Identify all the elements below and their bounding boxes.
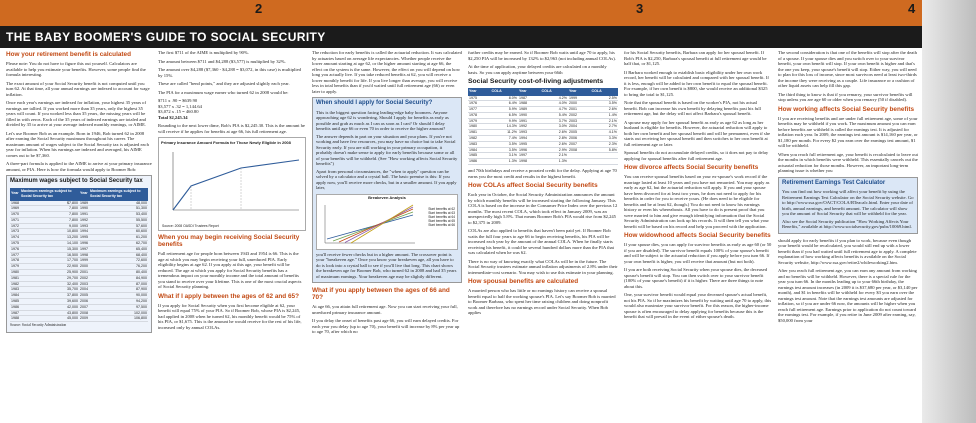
table-cell: 7.4%: [491, 136, 518, 142]
table-cell: 87,000: [89, 281, 148, 287]
table-cell: 1.4%: [590, 112, 618, 118]
table-cell: 80,400: [89, 270, 148, 276]
chart-title: Breakeven Analysis: [368, 194, 406, 200]
paragraph: The PIA for a maximum wage earner who turned 62 in 2008 would be:: [158, 89, 289, 95]
legend-item: Start benefits at 62: [428, 206, 455, 211]
table-cell: 97,500: [89, 304, 148, 310]
column-2: [158, 50, 306, 422]
paragraph: Rounding to the next lower dime, Bob's PIA is $2,245.30. This is the amount he will receive if he applies for benefits at age 66, his full retirement age.: [158, 123, 305, 134]
table-cell: 2004: [80, 287, 88, 292]
section-heading: How your retirement benefit is calculated: [6, 51, 132, 58]
box-title: When should I apply for Social Security?: [316, 100, 433, 106]
table-cell: 1971: [11, 217, 19, 222]
table-cell: 2005: [80, 293, 88, 298]
table-header: Maximum earnings subject to Social Security tax: [20, 188, 79, 201]
paragraph: should apply for early benefits if you plan to work, because even though your benefit would be recalculated, you would still end up with a lower benefit than if you had waited until full retirement age to apply. A complete explanation of how working affects benefits is available on the Social Security website, http://www.ssa.gov/retire2/whileworking2.htm.: [778, 237, 917, 265]
table-cell: 45,000: [20, 316, 79, 322]
paragraph: You can receive spousal benefits based on your ex-spouse's work record if the marriage lasted at least 10 years and you have not remarried. You may apply as early as age 62, but the actuarial reduction will apply. If you and your spouse have been divorced for at least two years, he does not need to apply for his benefits in order for you to receive yours. (He does need to be eligible for benefits and be at least 62, though.) You do not need to know his earnings history or even his whereabouts. All you have to do is present proof that you were married to him and give enough identifying information that the Social Security Administration can look up his records. It will then tell you what your benefit will be based on his record and help you proceed with the application.: [624, 174, 770, 229]
paragraph: Please note: You do not have to figure this out yourself. Calculators are available to help you estimate your benefits. However, some people find the formula interesting.: [6, 61, 146, 77]
paragraph: The exact amount of your Social Security benefit is not computed until you turn 62. At that time, all your annual earnings are indexed to account for wage inflation.: [6, 80, 150, 97]
section-heading: Social Security cost-of-living adjustments: [468, 78, 604, 85]
table-cell: 1995: [518, 141, 541, 147]
page-number: 3: [636, 1, 644, 16]
paragraph: If you apply for Social Security when you first become eligible at 62, your benefit will equal 75% of your PIA. So if Boomer Bob, whose PIA is $2,245, had applied in 2008 when he turned 62, his monthly benefit would be 75% of his PIA, or $1,675. This is the amount he would receive for the rest of his life, increased only by annual COLAs.: [158, 302, 302, 330]
table-cell: 1973: [11, 229, 19, 234]
table-cell: 25,900: [20, 270, 79, 276]
column-1: [6, 50, 152, 422]
table-cell: 7,800: [20, 206, 79, 212]
table-cell: 1969: [11, 206, 19, 211]
table-cell: [568, 159, 591, 165]
table-cell: 61,200: [89, 235, 148, 241]
paragraph: There is no way of knowing exactly what COLAs will be in the future. The Social Security trustees estimate annual inflation adjustments of 2.8% under their intermediate-cost scenario. You may wish to use this estimate in your planning.: [468, 258, 618, 275]
table-cell: 87,900: [89, 287, 148, 293]
table-cell: 1992: [80, 217, 88, 222]
table-cell: 42,000: [20, 304, 79, 310]
chart-legend: [428, 207, 455, 227]
paragraph: further credits may be earned. So if Boomer Bob waits until age 70 to apply, his $2,250 PIA will be increased by 132% to $2,963 (not including annual COLAs).: [468, 50, 616, 61]
table-cell: 3.3%: [590, 136, 618, 142]
table-cell: 1993: [80, 223, 88, 228]
table-cell: 3.7%: [541, 118, 568, 124]
max-wages-box: [6, 175, 152, 333]
paragraph: One, your survivor benefit would equal your deceased spouse's actual benefit, not his PIA. So if he maximizes his benefit by waiting until age 70 to apply, this would also maximize your survivor benefit. For this reason, the higher-income spouse is often encouraged to delay applying for benefits because this is the benefit that will prevail in the event of either spouse's death.: [624, 292, 772, 319]
box-paragraph: you'll receive fewer checks but in a higher amount. The crossover point is your "breakeven age." Once you know your breakeven age, all you have to do is look into a crystal ball to see if you'll live that long. This chart shows the breakeven age for Boomer Bob, who turned 62 in 2008 and had 35 years of maximum earnings. Your breakeven age may be slightly different.: [316, 251, 457, 279]
table-cell: 1981: [11, 275, 19, 280]
table-cell: 1978: [468, 112, 491, 118]
table-cell: 2008: [568, 147, 591, 153]
paragraph: Each year in October, the Social Security Administration announces the amount by which monthly benefits will be increased starting the following January. This COLA is based on the increase in the Consumer Price Index over the previous 12 months. The most recent COLA, which took effect in January 2009, was an unexpectedly high 5.8%. That means Boomer Bob's PIA would rise from $2,245 to $2,375 in 2009.: [468, 192, 618, 225]
table-cell: 3.1%: [491, 153, 518, 159]
table-cell: 1984: [11, 293, 19, 298]
earnings-test-sidebar: [778, 177, 918, 234]
table-cell: 13,200: [20, 235, 79, 241]
table-header: Year: [10, 188, 20, 201]
table-cell: 1990: [518, 112, 541, 118]
table-cell: 1976: [468, 101, 491, 107]
table-header: Year: [468, 88, 491, 96]
cola-table: [468, 88, 618, 165]
table-cell: 1978: [11, 258, 19, 263]
table-cell: 51,300: [89, 206, 148, 212]
legend-item: Start benefits at 66: [428, 222, 455, 227]
table-cell: 1968: [11, 200, 19, 205]
box-paragraph: Also see the Social Security publication "How Working Affects Your Benefits," available at http://www.socialsecurity.gov/pubs/10069.html.: [782, 218, 912, 229]
table-cell: 43,800: [20, 310, 79, 316]
table-cell: 16,500: [20, 252, 79, 258]
paragraph: A married person who has little or no earnings history can receive a spousal benefit equal to half the working spouse's PIA. Let's say Boomer Bob is married to Boomer Barbara, who spent her time raising children and doing nonprofit work and therefore has no earnings record under Social Security. When Bob applies: [468, 288, 616, 316]
paragraph: If you are both receiving Social Security when your spouse dies, the deceased spouse's benefit will stop. You can then switch over to your survivor benefit (100% of your spouse's benefit) if it is higher. There are three things to note about this.: [624, 267, 767, 289]
table-cell: 2002: [568, 112, 591, 118]
breakeven-lines: [319, 203, 417, 247]
table-cell: 1981: [468, 130, 491, 136]
max-wages-table: [10, 188, 148, 323]
paragraph: A spouse may apply for her spousal benefit as early as age 62 as long as her husband is eligible for benefits. However, the actuarial reduction will apply to both her own benefit and her spousal benefit and will be permanent, even if she starts out receiving her spousal benefit and then switches to her own benefit at full retirement age or later.: [624, 119, 771, 147]
column-4: [468, 50, 618, 422]
table-cell: 39,600: [20, 299, 79, 305]
top-orange-bar: [0, 0, 976, 26]
banner-title: THE BABY BOOMER'S GUIDE TO SOCIAL SECURITY: [6, 30, 326, 44]
table-cell: 29,700: [20, 275, 79, 281]
pia-calculation: [158, 98, 306, 120]
paragraph: If you delay the onset of benefits past age 66, you will earn delayed credits. For each year you delay (up to age 70), your benefit will increase by 8% per year up to age 70, after which no: [312, 318, 460, 334]
table-row: [468, 159, 618, 165]
table-cell: 1998: [80, 252, 88, 257]
section-heading: When you may begin receiving Social Security benefits: [158, 234, 300, 248]
table-row: [10, 316, 148, 322]
table-cell: 2.6%: [590, 107, 618, 113]
table-cell: 106,800: [89, 316, 148, 322]
paragraph: The first $711 of the AIME is multiplied by 90%.: [158, 50, 249, 55]
legend-item: Start benefits at 65: [428, 218, 455, 223]
calc-line: Total $2,245.34: [158, 114, 188, 120]
table-cell: 2001: [80, 270, 88, 275]
table-cell: 7,800: [20, 217, 79, 223]
table-cell: 3.5%: [491, 141, 518, 147]
table-cell: 62,700: [89, 241, 148, 247]
table-cell: 35,700: [20, 287, 79, 293]
section-heading: What if you apply between the ages of 66 and 70?: [312, 287, 450, 301]
table-cell: 22,900: [20, 264, 79, 270]
table-cell: 1977: [468, 107, 491, 113]
table-cell: 1982: [468, 136, 491, 142]
table-cell: 4.2%: [541, 96, 568, 101]
table-cell: 48,000: [89, 201, 148, 206]
table-cell: 2003: [568, 118, 591, 124]
legend-item: Start benefits at 63: [428, 210, 455, 215]
column-6: [778, 50, 918, 422]
table-cell: [590, 159, 618, 165]
table-header: Year: [568, 88, 591, 96]
paragraph: The reduction for early benefits is called the actuarial reduction. It was calculated by actuaries based on average life expectancies. Whether people receive the lower amount starting at age 62, or the higher amount starting at age 66, the effect on the system is the same. However, the effect on you will depend on how long you actually live. If you take reduced benefits at 62, you will receive a lower monthly benefit for life. If you live longer than average, you will receive less in total benefits than if you'd waited until full retirement age (66) or even later to apply.: [312, 50, 462, 94]
table-cell: 2.7%: [590, 124, 618, 130]
paragraph: These are called "bend points," and they are adjusted slightly each year.: [158, 81, 290, 86]
table-cell: 1985: [11, 299, 19, 304]
table-cell: 2.3%: [590, 141, 618, 147]
column-5: [624, 50, 772, 422]
table-cell: 1996: [518, 147, 541, 153]
table-cell: 1993: [518, 130, 541, 136]
table-cell: 1980: [468, 124, 491, 130]
paragraph: If your spouse dies, you can apply for survivor benefits as early as age 60 (or 50 if you are disabled). The survivor benefit equals 100% of your spouse's benefit and will be subject to the actuarial reduction if you apply before you turn 66. If your own benefit is higher, you will receive that amount (but not both).: [624, 242, 772, 264]
table-cell: 1991: [518, 118, 541, 124]
column-3: [312, 50, 462, 422]
table-cell: 1990: [80, 206, 88, 211]
table-cell: 65,400: [89, 246, 148, 252]
table-cell: 2.1%: [541, 153, 568, 159]
table-header: Year: [518, 88, 541, 96]
table-cell: 3.5%: [590, 101, 618, 107]
table-cell: 4.0%: [541, 101, 568, 107]
table-cell: 5.4%: [541, 112, 568, 118]
calc-line: $3,577 x .32 = 1,144.64: [158, 103, 202, 109]
table-cell: 1974: [11, 235, 19, 240]
box-paragraph: Apart from personal circumstances, the "when to apply" question can be solved by a calculator and a crystal ball. The basic premise is this: If you apply now, you'll receive more checks, but in a smaller amount. If you apply later,: [316, 168, 457, 190]
page-curl-edge: [922, 0, 976, 423]
chart-source: Source: 2008 OASDI Trustees Report: [162, 223, 219, 228]
section-heading: How working affects Social Security benefits: [778, 105, 915, 113]
paragraph: If Barbara worked enough to establish basic eligibility under her own work record, her benefit will be calculated and compared with her spousal benefit. If it is less, enough will be added to her own benefit to equal the spousal benefit. For example, if her own benefit is $800, she would receive an additional $325 to bring the total to $1,125.: [624, 69, 769, 97]
table-source: Source: Social Security Administration: [10, 323, 67, 328]
table-cell: 2007: [80, 304, 88, 309]
table-cell: 2005: [568, 130, 591, 136]
table-cell: 10,800: [20, 229, 79, 235]
paragraph: The second consideration is that one of the benefits will stop after the death of a spouse. If your spouse dies and you switch over to your survivor benefit, your own benefit will stop. If your own benefit is higher and that's the one you keep, your spouse's benefit will stop. Either way, you will need to plan for this loss of income, since most survivors need at least two-thirds the income they were receiving as a couple. Life insurance or a cushion of other liquid assets can help fill this gap.: [778, 50, 917, 88]
paragraph: A three-part formula is applied to the AIME to arrive at your primary insurance amount, or PIA. Here is how the formula would apply to Boomer Bob:: [6, 161, 152, 172]
table-cell: 2002: [80, 275, 88, 280]
table-cell: 1997: [518, 153, 541, 159]
table-cell: $7,800: [20, 201, 79, 206]
table-cell: 1.3%: [491, 159, 518, 165]
table-cell: 5.8%: [590, 147, 618, 153]
table-cell: 1979: [468, 118, 491, 124]
table-header: Year: [79, 188, 89, 201]
table-cell: 1988: [518, 101, 541, 107]
legend-item: Start benefits at 64: [428, 214, 455, 219]
table-cell: 8.0%: [491, 96, 518, 101]
table-cell: 1972: [11, 223, 19, 228]
table-cell: 53,400: [89, 212, 148, 218]
table-cell: 37,800: [20, 293, 79, 299]
table-header: Maximum earnings subject to Social Security tax: [89, 188, 148, 201]
table-cell: 1991: [80, 212, 88, 217]
table-cell: 1987: [11, 310, 19, 315]
table-cell: 3.5%: [491, 147, 518, 153]
paragraph: Let's use Boomer Bob as an example. Born in 1946, Bob turned 62 in 2008 after earning the Social Security maximum throughout his career. The maximum amount of wages subject to the Social Security tax is adjusted each year for inflation. When his earnings are indexed and averaged, his AIME comes out to be $7,360.: [6, 130, 149, 158]
table-header: COLA: [541, 88, 568, 96]
table-cell: 90,000: [89, 293, 148, 299]
table-cell: 1998: [518, 159, 541, 165]
table-cell: 2.6%: [541, 141, 568, 147]
paragraph: At age 66, you attain full retirement age. Now you can start receiving your full, unreduced primary insurance amount.: [312, 304, 458, 315]
table-cell: 60,600: [89, 229, 148, 235]
table-cell: 57,600: [89, 223, 148, 229]
table-cell: 1999: [568, 96, 591, 101]
table-cell: 1986: [11, 304, 19, 309]
table-cell: 14,100: [20, 241, 79, 247]
calc-line: $711 x .90 = $639.90: [158, 98, 198, 103]
section-heading: How COLAs affect Social Security benefits: [468, 182, 598, 190]
table-cell: 2000: [80, 264, 88, 269]
table-cell: 94,200: [89, 299, 148, 305]
table-cell: 11.2%: [491, 130, 518, 136]
box-paragraph: You can find out how working will affect your benefit by using the Retirement Earnings Test Calculator on the Social Security website. Go to http://www.ssa.gov/OACT/COLA/RTeacalc.html. Enter your date of birth, annual earnings, and benefit amount. The calculator will show you the amount of Social Security that will be withheld for the year.: [782, 189, 914, 216]
table-cell: 1992: [518, 124, 541, 130]
table-header: COLA: [590, 88, 618, 96]
paragraph: The third thing to know is that if you remarry, your survivor benefits will stop unless you are age 60 or older when you remarry (50 if disabled).: [778, 91, 913, 102]
table-cell: 1982: [11, 281, 19, 286]
page-number: 2: [255, 1, 263, 16]
table-cell: 84,900: [89, 275, 148, 281]
table-cell: 2006: [568, 136, 591, 142]
table-cell: 3.0%: [541, 124, 568, 130]
table-cell: 55,500: [89, 217, 148, 223]
paragraph: The amount between $711 and $4,288 ($3,577) is multiplied by 32%.: [158, 58, 286, 64]
table-cell: 2003: [80, 281, 88, 286]
paragraph: Once each year's earnings are indexed for inflation, your highest 35 years of earnings are tallied. If you worked more than 35 years, only the highest 35 years will count. If you worked less than 35 years, the missing years will be filled in with zeros. Each of the 35 years of indexed earnings are totaled and divided by 35 to arrive at your average indexed monthly earnings, or AIME.: [6, 100, 147, 127]
paragraph: If you are receiving benefits and are under full retirement age, some of your benefits may be withheld if you work. The maximum amount you can earn before benefits are withheld is called the earnings test. It is adjusted for inflation each year. In 2009, the earnings test amount is $14,160 per year, or $1,180 per month. For every $2 you earn over the earnings test amount, $1 will be withheld.: [778, 115, 918, 148]
table-cell: 2004: [568, 124, 591, 130]
table-cell: 7,800: [20, 212, 79, 218]
pia-formula-chart: [158, 137, 306, 231]
table-cell: 1999: [80, 258, 88, 263]
paragraph: Full retirement age for people born between 1943 and 1954 is 66. This is the age at which you may begin receiving your full, unreduced PIA. Early eligibility begins at age 62. If you apply at this age, your benefit will be reduced. The age at which you apply for Social Security benefits has a tremendous impact on your monthly income and the total amount of benefits you stand to receive over your lifetime. This is one of the most crucial aspects of Social Security planning.: [158, 251, 302, 289]
table-cell: 9,000: [20, 223, 79, 229]
table-cell: 1975: [11, 241, 19, 246]
section-heading: What if I apply between the ages of 62 and 65?: [158, 292, 299, 300]
paragraph: At the time of application, your delayed credits are calculated on a monthly basis. So you can apply anytime between your 66th: [468, 64, 607, 75]
table-cell: 76,200: [89, 264, 148, 270]
table-cell: 1989: [518, 107, 541, 113]
calc-line: $3,072 x .15 = 460.80: [158, 109, 199, 114]
table-cell: 2007: [568, 141, 591, 147]
paragraph: and 70th birthdays and receive a prorated credit for the delay. Applying at age 70 earns you the most credit and results in the highest benefit.: [468, 168, 617, 179]
paragraph: Spousal benefits do not accumulate delayed credits, so it does not pay to delay applying for spousal benefits after full retirement age.: [624, 150, 769, 161]
table-cell: 1988: [11, 316, 19, 321]
paragraph: The amount over $4,288 ($7,360 - $4,288 = $3,072, in this case) is multiplied by 15%.: [158, 67, 301, 78]
chart-caption: Primary Insurance Amount Formula for Those Newly Eligible in 2008: [161, 140, 291, 145]
page-number: 4: [908, 1, 916, 16]
table-cell: 9.9%: [491, 118, 518, 124]
table-cell: 1996: [80, 241, 88, 246]
table-cell: 2001: [568, 107, 591, 113]
box-paragraph: The answer depends in part on your situation and your plans. If you're not working and have few resources, you may have no choice but to take Social Security early. If you are still working in your primary occupation, it probably doesn't make sense to apply for early benefits because some or all of your benefits will be withheld. (See "How working affects Social Security benefits"): [316, 133, 458, 166]
table-cell: 1980: [11, 270, 19, 275]
table-cell: 1985: [468, 153, 491, 159]
paragraph: for his Social Security benefits, Barbara can apply for her spousal benefit. If Bob's PIA is $2,250, Barbara's spousal benefit at full retirement age would be half that, or $1,125.: [624, 50, 767, 66]
table-cell: 2.6%: [541, 130, 568, 136]
box-title: Maximum wages subject to Social Security tax: [10, 178, 143, 184]
table-cell: 2000: [568, 101, 591, 107]
paragraph: After you reach full retirement age, you can earn any amount from working and no benefits will be withheld. However, there is a special rule for the year you turn 66. In the months leading up to your 66th birthday, the earnings test amount increases (in 2009 it is $37,680 per year, or $3,140 per month), and $1 in benefits will be withheld for every $3 you earn over the earnings test amount. Note that the earnings test amounts are adjusted for inflation, so if you are under 66 now, the amounts will be higher when you reach full retirement age. Earnings prior to application do not count toward the earnings test. For example, if you retire in June 2009 after earning, say, $50,000 from your: [778, 268, 918, 323]
paragraph: Note that the spousal benefit is based on the worker's PIA, not his actual benefit. Bob can increase his own benefit by delaying benefits past his full retirement age, but the delay will not affect Barbara's spousal benefit.: [624, 100, 761, 116]
table-cell: 1989: [80, 200, 88, 205]
table-cell: 6.5%: [491, 112, 518, 118]
breakeven-chart: [316, 194, 458, 250]
table-cell: 2.1%: [590, 118, 618, 124]
table-cell: 1975: [468, 96, 491, 101]
table-cell: 17,700: [20, 258, 79, 264]
table-cell: 1979: [11, 264, 19, 269]
table-cell: 2009: [80, 316, 88, 321]
table-cell: 1997: [80, 246, 88, 251]
paragraph: When you reach full retirement age, your benefit is recalculated to leave out the months in which benefits were withheld. This essentially cancels out the actuarial reduction for those months. However, an important long-term planning issue is whether you: [778, 151, 918, 173]
table-cell: 72,600: [89, 258, 148, 264]
table-cell: 68,400: [89, 252, 148, 258]
table-cell: 2008: [80, 310, 88, 315]
section-heading: How spousal benefits are calculated: [468, 278, 579, 286]
table-cell: 14.3%: [491, 124, 518, 130]
table-cell: 4.7%: [541, 107, 568, 113]
table-cell: 2.5%: [590, 96, 618, 101]
table-cell: 1984: [468, 147, 491, 153]
table-cell: 5.9%: [491, 107, 518, 113]
pia-formula-graphic: [159, 148, 305, 218]
table-cell: 1976: [11, 246, 19, 251]
table-cell: 1987: [518, 96, 541, 101]
table-cell: 4.1%: [590, 130, 618, 136]
table-header: COLA: [491, 88, 518, 96]
table-cell: 1994: [80, 229, 88, 234]
table-cell: 1.3%: [541, 159, 568, 165]
table-cell: 2.8%: [541, 136, 568, 142]
table-cell: 6.4%: [491, 101, 518, 107]
table-cell: 1983: [468, 141, 491, 147]
table-cell: 1983: [11, 287, 19, 292]
paragraph: COLAs are also applied to benefits that haven't been paid yet. If Boomer Bob waits the full four years to age 66 to begin receiving benefits, his PIA will be increased each year by the amount of the annual COLA. When he finally starts receiving his benefit, it could be several hundred dollars more than the PIA that was calculated when he was 62.: [468, 228, 614, 256]
section-heading: How divorce affects Social Security benefits: [624, 164, 759, 171]
table-cell: 32,400: [20, 281, 79, 287]
table-cell: 102,000: [89, 310, 148, 316]
table-cell: 15,300: [20, 246, 79, 252]
table-cell: 1994: [518, 136, 541, 142]
table-cell: 1995: [80, 235, 88, 240]
table-cell: 2.9%: [541, 147, 568, 153]
table-cell: 1986: [468, 159, 491, 165]
table-cell: 1977: [11, 252, 19, 257]
apply-sidebar: [312, 97, 462, 283]
box-paragraph: This is the biggest question facing leading-edge baby boomers. Anyone approaching age 62 is wondering, Should I apply for benefits as early as possible and grab as much as I can as soon as I can? Or should I delay benefits until age 66 or even 70 in order to receive the higher amount?: [316, 109, 449, 131]
section-heading: How widowhood affects Social Security benefits: [624, 232, 771, 239]
table-cell: 2006: [80, 299, 88, 304]
box-title: Retirement Earnings Test Calculator: [782, 179, 886, 186]
table-cell: 1970: [11, 212, 19, 217]
